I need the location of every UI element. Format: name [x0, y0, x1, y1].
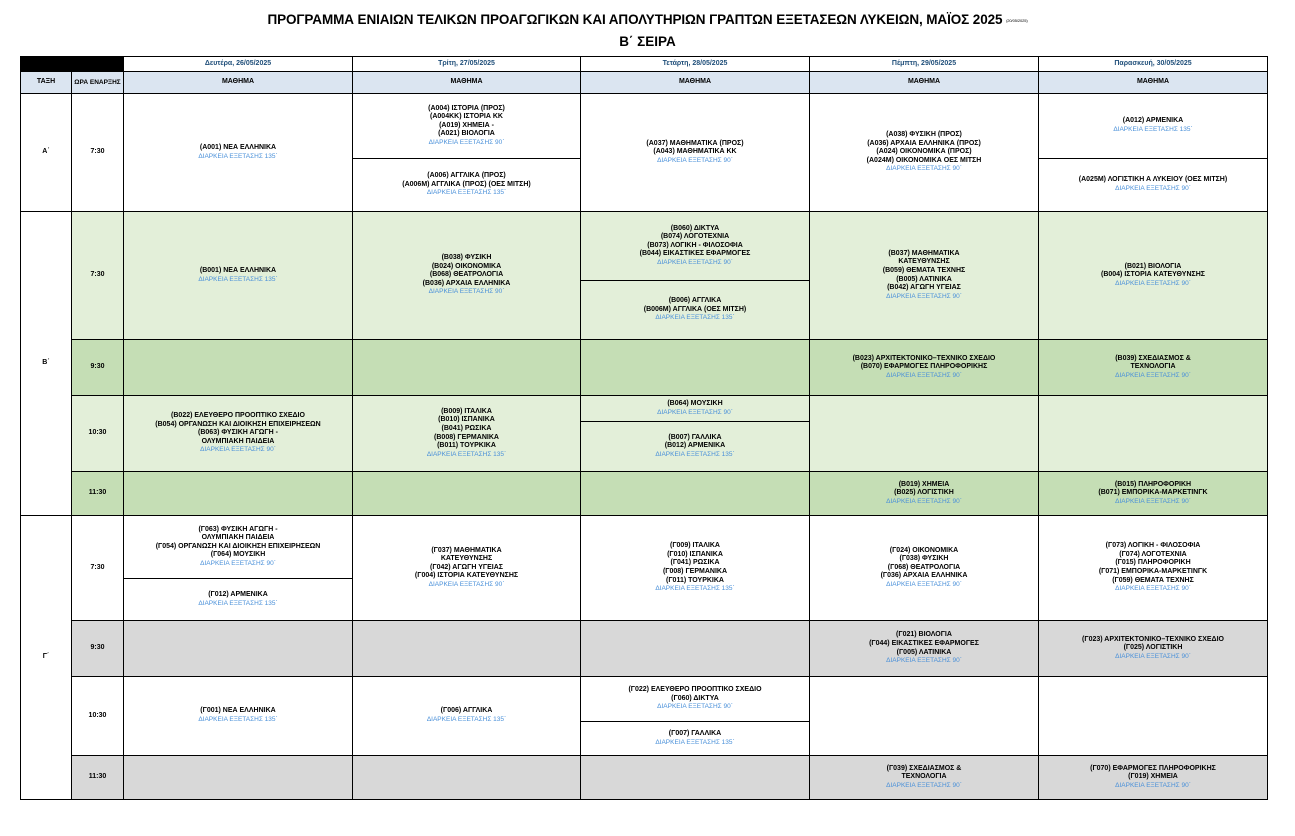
- exam-slot: [581, 721, 809, 755]
- exam-duration: ΔΙΑΡΚΕΙΑ ΕΞΕΤΑΣΗΣ 90΄: [657, 258, 733, 266]
- header-corner: [21, 57, 124, 72]
- exam-duration: ΔΙΑΡΚΕΙΑ ΕΞΕΤΑΣΗΣ 90΄: [200, 446, 276, 454]
- exam-duration: ΔΙΑΡΚΕΙΑ ΕΞΕΤΑΣΗΣ 135΄: [198, 716, 278, 723]
- grade-a-row: [21, 94, 1268, 212]
- exam-duration: ΔΙΑΡΚΕΙΑ ΕΞΕΤΑΣΗΣ 90΄: [657, 156, 733, 164]
- exam-duration: ΔΙΑΡΚΕΙΑ ΕΞΕΤΑΣΗΣ 90΄: [886, 497, 962, 505]
- title-note: (20/05/2025): [1006, 17, 1028, 23]
- subject-line: (Α025Μ) ΛΟΓΙΣΤΙΚΗ Α ΛΥΚΕΙΟΥ (ΟΕΣ ΜΙΤΣΗ): [1078, 176, 1228, 184]
- start-time: 10:30: [72, 677, 124, 756]
- start-time: 7:30: [72, 516, 124, 621]
- subject-line: (Γ011) ΤΟΥΡΚΙΚΑ: [666, 576, 724, 584]
- exam-duration: ΔΙΑΡΚΕΙΑ ΕΞΕΤΑΣΗΣ 90΄: [1115, 185, 1191, 192]
- exam-slot: [353, 158, 580, 211]
- subject-line: (Β015) ΠΛΗΡΟΦΟΡΙΚΗ: [1114, 480, 1192, 488]
- subject-line: (Β004) ΙΣΤΟΡΙΑ ΚΑΤΕΥΘΥΝΣΗΣ: [1100, 271, 1205, 279]
- exam-duration: ΔΙΑΡΚΕΙΑ ΕΞΕΤΑΣΗΣ 135΄: [655, 585, 735, 593]
- exam-duration: ΔΙΑΡΚΕΙΑ ΕΞΕΤΑΣΗΣ 90΄: [886, 292, 962, 300]
- subject-line: (Β009) ΙΤΑΛΙΚΑ: [441, 407, 492, 415]
- exam-cell: [810, 621, 1039, 677]
- exam-cell-empty: [1039, 396, 1268, 472]
- subject-line: (Γ068) ΘΕΑΤΡΟΛΟΓΙΑ: [887, 563, 961, 571]
- grade-g-row: [21, 677, 1268, 756]
- exam-duration: ΔΙΑΡΚΕΙΑ ΕΞΕΤΑΣΗΣ 90΄: [886, 580, 962, 588]
- subject-line: ΤΕΧΝΟΛΟΓΙΑ: [1130, 363, 1176, 371]
- exam-cell-empty: [124, 472, 353, 516]
- subject-line: (Γ004) ΙΣΤΟΡΙΑ ΚΑΤΕΥΘΥΝΣΗΣ: [414, 572, 519, 580]
- exam-cell: [353, 396, 581, 472]
- exam-duration: ΔΙΑΡΚΕΙΑ ΕΞΕΤΑΣΗΣ 90΄: [1115, 652, 1191, 660]
- day-header: Τρίτη, 27/05/2025: [353, 57, 581, 72]
- exam-duration: ΔΙΑΡΚΕΙΑ ΕΞΕΤΑΣΗΣ 90΄: [1115, 585, 1191, 593]
- subject-column-header: ΜΑΘΗΜΑ: [353, 72, 581, 94]
- exam-cell-split: [124, 516, 353, 621]
- exam-cell: [124, 94, 353, 212]
- exam-schedule-table: [20, 56, 1268, 800]
- subject-line: ΚΑΤΕΥΘΥΝΣΗΣ: [440, 555, 493, 563]
- exam-duration: ΔΙΑΡΚΕΙΑ ΕΞΕΤΑΣΗΣ 90΄: [428, 138, 505, 146]
- subject-line: (Α024) ΟΙΚΟΝΟΜΙΚΑ (ΠΡΟΣ): [876, 148, 972, 156]
- subject-line: (Β068) ΘΕΑΤΡΟΛΟΓΙΑ: [429, 271, 504, 279]
- subject-line: (Α012) ΑΡΜΕΝΙΚΑ: [1122, 117, 1184, 125]
- exam-duration: ΔΙΑΡΚΕΙΑ ΕΞΕΤΑΣΗΣ 135΄: [198, 152, 278, 160]
- subject-line: (Α004) ΙΣΤΟΡΙΑ (ΠΡΟΣ): [428, 104, 505, 112]
- subject-line: (Γ012) ΑΡΜΕΝΙΚΑ: [208, 590, 268, 598]
- subject-line: (Β054) ΟΡΓΑΝΩΣΗ ΚΑΙ ΔΙΟΙΚΗΣΗ ΕΠΙΧΕΙΡΗΣΕΩΝ: [155, 420, 321, 428]
- grade-b-row: [21, 340, 1268, 396]
- subject-line: (Β022) ΕΛΕΥΘΕΡΟ ΠΡΟΟΠΤΙΚΟ ΣΧΕΔΙΟ: [171, 412, 305, 420]
- subject-line: (Γ042) ΑΓΩΓΗ ΥΓΕΙΑΣ: [430, 563, 503, 571]
- start-time: 11:30: [72, 472, 124, 516]
- subject-line: (Β037) ΜΑΘΗΜΑΤΙΚΑ: [888, 249, 960, 257]
- subject-line: (Γ071) ΕΜΠΟΡΙΚΑ-ΜΑΡΚΕΤΙΝΓΚ: [1098, 568, 1208, 575]
- subject-line: (Γ021) ΒΙΟΛΟΓΙΑ: [896, 631, 952, 639]
- subject-line: (Α006) ΑΓΓΛΙΚΑ (ΠΡΟΣ): [427, 172, 506, 180]
- subject-line: ΤΕΧΝΟΛΟΓΙΑ: [901, 773, 947, 781]
- exam-cell: [353, 516, 581, 621]
- exam-duration: ΔΙΑΡΚΕΙΑ ΕΞΕΤΑΣΗΣ 90΄: [886, 371, 962, 379]
- grade-label: Γ΄: [21, 516, 72, 800]
- exam-duration: ΔΙΑΡΚΕΙΑ ΕΞΕΤΑΣΗΣ 90΄: [657, 408, 733, 416]
- day-header: Δευτέρα, 26/05/2025: [124, 57, 353, 72]
- subject-line: (Β023) ΑΡΧΙΤΕΚΤΟΝΙΚΟ–ΤΕΧΝΙΚΟ ΣΧΕΔΙΟ: [852, 354, 996, 362]
- subject-line: (Α024Μ) ΟΙΚΟΝΟΜΙΚΑ ΟΕΣ ΜΙΤΣΗ: [866, 156, 982, 164]
- subject-line: (Γ037) ΜΑΘΗΜΑΤΙΚΑ: [431, 546, 502, 554]
- exam-slot: [1039, 94, 1267, 158]
- exam-cell: [353, 677, 581, 756]
- exam-slot: [353, 94, 580, 158]
- grade-b-row: [21, 396, 1268, 472]
- exam-slot: [581, 677, 809, 721]
- subject-line: (Γ036) ΑΡΧΑΙΑ ΕΛΛΗΝΙΚΑ: [880, 572, 968, 580]
- exam-cell: [1039, 756, 1268, 800]
- subject-line: (Β024) ΟΙΚΟΝΟΜΙΚΑ: [431, 262, 502, 270]
- grade-label: Β΄: [21, 212, 72, 516]
- subject-line: (Γ023) ΑΡΧΙΤΕΚΤΟΝΙΚΟ–ΤΕΧΝΙΚΟ ΣΧΕΔΙΟ: [1082, 635, 1224, 643]
- subject-line: (Γ015) ΠΛΗΡΟΦΟΡΙΚΗ: [1115, 559, 1191, 567]
- exam-cell-empty: [124, 621, 353, 677]
- subject-line: (Γ024) ΟΙΚΟΝΟΜΙΚΑ: [889, 546, 959, 554]
- day-header: Παρασκευή, 30/05/2025: [1039, 57, 1268, 72]
- exam-duration: ΔΙΑΡΚΕΙΑ ΕΞΕΤΑΣΗΣ 90΄: [428, 580, 505, 588]
- subject-line: ΟΛΥΜΠΙΑΚΗ ΠΑΙΔΕΙΑ: [201, 534, 275, 542]
- exam-duration: ΔΙΑΡΚΕΙΑ ΕΞΕΤΑΣΗΣ 135΄: [655, 314, 735, 322]
- start-time: 9:30: [72, 340, 124, 396]
- exam-cell-empty: [124, 756, 353, 800]
- exam-cell: [353, 212, 581, 340]
- exam-cell: [1039, 472, 1268, 516]
- start-time: 7:30: [72, 212, 124, 340]
- subject-line: (Γ005) ΛΑΤΙΝΙΚΑ: [896, 648, 952, 656]
- subject-line: (Γ073) ΛΟΓΙΚΗ - ΦΙΛΟΣΟΦΙΑ: [1105, 542, 1201, 550]
- exam-cell-empty: [353, 756, 581, 800]
- grade-b-row: [21, 472, 1268, 516]
- subject-line: (Β011) ΤΟΥΡΚΙΚΑ: [437, 442, 496, 450]
- exam-cell-empty: [1039, 677, 1268, 756]
- exam-cell: [1039, 340, 1268, 396]
- subject-line: (Β008) ΓΕΡΜΑΝΙΚΑ: [434, 433, 499, 441]
- exam-cell: [810, 340, 1039, 396]
- grade-g-row: [21, 621, 1268, 677]
- exam-duration: ΔΙΑΡΚΕΙΑ ΕΞΕΤΑΣΗΣ 135΄: [426, 189, 507, 197]
- subject-line: (Γ070) ΕΦΑΡΜΟΓΕΣ ΠΛΗΡΟΦΟΡΙΚΗΣ: [1090, 764, 1216, 772]
- document-title: ΠΡΟΓΡΑΜΜΑ ΕΝΙΑΙΩΝ ΤΕΛΙΚΩΝ ΠΡΟΑΓΩΓΙΚΩΝ ΚΑΙ ΑΠΟΛΥΤΗΡΙΩΝ ΓΡΑΠΤΩΝ ΕΞΕΤΑΣΕΩΝ ΛΥΚΕΙΩΝ, ΜΑΪΟΣ 2025 (20/05/2025): [267, 12, 1028, 27]
- grade-b-row: [21, 212, 1268, 340]
- subject-line: (Β012) ΑΡΜΕΝΙΚΑ: [664, 442, 726, 450]
- subject-line: (Γ007) ΓΑΛΛΙΚΑ: [668, 729, 722, 737]
- exam-cell-empty: [353, 340, 581, 396]
- class-column-header: ΤΑΞΗ: [21, 72, 72, 94]
- subject-line: (Β038) ΦΥΣΙΚΗ: [441, 254, 492, 262]
- subject-line: (Γ054) ΟΡΓΑΝΩΣΗ ΚΑΙ ΔΙΟΙΚΗΣΗ ΕΠΙΧΕΙΡΗΣΕΩΝ: [155, 542, 321, 550]
- exam-cell: [124, 677, 353, 756]
- subject-line: (Β039) ΣΧΕΔΙΑΣΜΟΣ &: [1115, 354, 1191, 362]
- exam-duration: ΔΙΑΡΚΕΙΑ ΕΞΕΤΑΣΗΣ 90΄: [657, 703, 733, 711]
- series-title: Β΄ ΣΕΙΡΑ: [619, 34, 676, 49]
- exam-cell-split: [353, 94, 581, 212]
- subject-line: (Β073) ΛΟΓΙΚΗ - ΦΙΛΟΣΟΦΙΑ: [647, 241, 743, 249]
- exam-duration: ΔΙΑΡΚΕΙΑ ΕΞΕΤΑΣΗΣ 90΄: [886, 657, 962, 665]
- subject-line: (Γ009) ΙΤΑΛΙΚΑ: [670, 542, 720, 550]
- grade-g-row: [21, 516, 1268, 621]
- exam-cell: [810, 756, 1039, 800]
- exam-cell-empty: [581, 756, 810, 800]
- subject-line: (Α006Μ) ΑΓΓΛΙΚΑ (ΠΡΟΣ) (ΟΕΣ ΜΙΤΣΗ): [402, 180, 531, 188]
- column-header-row: [21, 72, 1268, 94]
- start-time: 9:30: [72, 621, 124, 677]
- subject-line: (Β025) ΛΟΓΙΣΤΙΚΗ: [894, 489, 954, 497]
- subject-line: (Γ038) ΦΥΣΙΚΗ: [899, 555, 949, 563]
- subject-line: (Β064) ΜΟΥΣΙΚΗ: [667, 399, 723, 407]
- day-header: Τετάρτη, 28/05/2025: [581, 57, 810, 72]
- exam-cell-split: [581, 677, 810, 756]
- subject-line: (Α019) ΧΗΜΕΙΑ -: [439, 121, 494, 129]
- exam-duration: ΔΙΑΡΚΕΙΑ ΕΞΕΤΑΣΗΣ 90΄: [1115, 279, 1191, 287]
- exam-cell: [1039, 212, 1268, 340]
- subject-line: (Β042) ΑΓΩΓΗ ΥΓΕΙΑΣ: [887, 284, 961, 292]
- grade-label: Α΄: [21, 94, 72, 212]
- subject-column-header: ΜΑΘΗΜΑ: [1039, 72, 1268, 94]
- subject-line: (Β005) ΛΑΤΙΝΙΚΑ: [896, 275, 952, 283]
- subject-column-header: ΜΑΘΗΜΑ: [581, 72, 810, 94]
- exam-cell-empty: [353, 472, 581, 516]
- exam-cell: [581, 516, 810, 621]
- subject-line: (Γ059) ΘΕΜΑΤΑ ΤΕΧΝΗΣ: [1112, 576, 1194, 584]
- subject-line: (Γ006) ΑΓΓΛΙΚΑ: [440, 707, 493, 715]
- exam-duration: ΔΙΑΡΚΕΙΑ ΕΞΕΤΑΣΗΣ 135΄: [198, 275, 278, 283]
- exam-cell: [124, 396, 353, 472]
- subject-line: (Β001) ΝΕΑ ΕΛΛΗΝΙΚΑ: [199, 266, 277, 274]
- exam-slot: [124, 516, 352, 578]
- exam-cell-split: [581, 212, 810, 340]
- subject-line: (Α038) ΦΥΣΙΚΗ (ΠΡΟΣ): [886, 131, 962, 139]
- subject-line: (Β060) ΔΙΚΤΥΑ: [670, 224, 720, 232]
- subject-line: (Γ001) ΝΕΑ ΕΛΛΗΝΙΚΑ: [200, 707, 276, 715]
- subject-line: (Γ063) ΦΥΣΙΚΗ ΑΓΩΓΗ -: [198, 525, 278, 533]
- exam-cell: [1039, 516, 1268, 621]
- exam-slot: [124, 578, 352, 620]
- subject-column-header: ΜΑΘΗΜΑ: [124, 72, 353, 94]
- exam-duration: ΔΙΑΡΚΕΙΑ ΕΞΕΤΑΣΗΣ 135΄: [426, 716, 507, 723]
- subject-line: (Γ008) ΓΕΡΜΑΝΙΚΑ: [662, 568, 728, 575]
- subject-line: (Γ044) ΕΙΚΑΣΤΙΚΕΣ ΕΦΑΡΜΟΓΕΣ: [869, 639, 979, 647]
- exam-cell-empty: [124, 340, 353, 396]
- exam-cell-split: [1039, 94, 1268, 212]
- subject-line: (Γ022) ΕΛΕΥΘΕΡΟ ΠΡΟΟΠΤΙΚΟ ΣΧΕΔΙΟ: [628, 686, 762, 694]
- subject-line: (Β006Μ) ΑΓΓΛΙΚΑ (ΟΕΣ ΜΙΤΣΗ): [643, 305, 747, 313]
- exam-cell-empty: [581, 472, 810, 516]
- exam-duration: ΔΙΑΡΚΕΙΑ ΕΞΕΤΑΣΗΣ 135΄: [1113, 126, 1193, 133]
- exam-cell-empty: [581, 621, 810, 677]
- subject-line: (Β071) ΕΜΠΟΡΙΚΑ-ΜΑΡΚΕΤΙΝΓΚ: [1098, 489, 1208, 497]
- exam-duration: ΔΙΑΡΚΕΙΑ ΕΞΕΤΑΣΗΣ 135΄: [198, 599, 278, 607]
- exam-cell: [810, 472, 1039, 516]
- subject-line: (Γ060) ΔΙΚΤΥΑ: [671, 694, 719, 702]
- exam-cell: [1039, 621, 1268, 677]
- exam-slot: [581, 280, 809, 339]
- subject-line: (Β021) ΒΙΟΛΟΓΙΑ: [1124, 262, 1182, 270]
- exam-cell-empty: [581, 340, 810, 396]
- exam-slot: [581, 421, 809, 471]
- subject-line: (Γ041) ΡΩΣΙΚΑ: [670, 559, 720, 567]
- exam-slot: [1039, 158, 1267, 211]
- subject-line: ΟΛΥΜΠΙΑΚΗ ΠΑΙΔΕΙΑ: [201, 437, 275, 445]
- subject-column-header: ΜΑΘΗΜΑ: [810, 72, 1039, 94]
- subject-line: (Β007) ΓΑΛΛΙΚΑ: [668, 433, 722, 441]
- subject-line: (Β059) ΘΕΜΑΤΑ ΤΕΧΝΗΣ: [882, 266, 966, 274]
- exam-cell-empty: [810, 396, 1039, 472]
- subject-line: (Α043) ΜΑΘΗΜΑΤΙΚΑ ΚΚ: [653, 148, 737, 156]
- exam-duration: ΔΙΑΡΚΕΙΑ ΕΞΕΤΑΣΗΣ 90΄: [1115, 371, 1191, 379]
- exam-duration: ΔΙΑΡΚΕΙΑ ΕΞΕΤΑΣΗΣ 135΄: [655, 450, 735, 458]
- subject-line: (Γ019) ΧΗΜΕΙΑ: [1128, 773, 1178, 781]
- subject-line: (Γ064) ΜΟΥΣΙΚΗ: [210, 551, 266, 559]
- subject-line: (Α021) ΒΙΟΛΟΓΙΑ: [438, 130, 495, 138]
- day-header: Πέμπτη, 29/05/2025: [810, 57, 1039, 72]
- exam-duration: ΔΙΑΡΚΕΙΑ ΕΞΕΤΑΣΗΣ 135΄: [655, 738, 735, 746]
- exam-cell: [810, 516, 1039, 621]
- exam-duration: ΔΙΑΡΚΕΙΑ ΕΞΕΤΑΣΗΣ 90΄: [1115, 497, 1191, 505]
- exam-cell-split: [581, 396, 810, 472]
- subject-line: (Α004ΚΚ) ΙΣΤΟΡΙΑ ΚΚ: [430, 113, 503, 121]
- subject-line: (Β006) ΑΓΓΛΙΚΑ: [668, 297, 722, 305]
- subject-line: (Α037) ΜΑΘΗΜΑΤΙΚΑ (ΠΡΟΣ): [646, 139, 744, 147]
- time-column-header: ΩΡΑ ΕΝΑΡΞΗΣ: [72, 72, 124, 94]
- grade-g-row: [21, 756, 1268, 800]
- exam-cell: [810, 94, 1039, 212]
- exam-cell: [810, 212, 1039, 340]
- exam-duration: ΔΙΑΡΚΕΙΑ ΕΞΕΤΑΣΗΣ 90΄: [886, 781, 962, 789]
- subject-line: (Β063) ΦΥΣΙΚΗ ΑΓΩΓΗ -: [198, 429, 278, 437]
- exam-cell-empty: [810, 677, 1039, 756]
- exam-duration: ΔΙΑΡΚΕΙΑ ΕΞΕΤΑΣΗΣ 90΄: [886, 165, 962, 173]
- subject-line: (Α001) ΝΕΑ ΕΛΛΗΝΙΚΑ: [199, 143, 277, 151]
- start-time: 7:30: [72, 94, 124, 212]
- days-row: [21, 57, 1268, 72]
- exam-duration: ΔΙΑΡΚΕΙΑ ΕΞΕΤΑΣΗΣ 90΄: [200, 559, 276, 567]
- subject-line: (Γ025) ΛΟΓΙΣΤΙΚΗ: [1123, 644, 1183, 652]
- subject-line: (Γ010) ΙΣΠΑΝΙΚΑ: [667, 550, 723, 558]
- start-time: 10:30: [72, 396, 124, 472]
- exam-cell-empty: [353, 621, 581, 677]
- exam-cell: [124, 212, 353, 340]
- subject-line: (Β070) ΕΦΑΡΜΟΓΕΣ ΠΛΗΡΟΦΟΡΙΚΗΣ: [860, 363, 988, 371]
- exam-duration: ΔΙΑΡΚΕΙΑ ΕΞΕΤΑΣΗΣ 90΄: [1115, 781, 1191, 789]
- exam-cell: [581, 94, 810, 212]
- subject-line: (Β074) ΛΟΓΟΤΕΧΝΙΑ: [660, 233, 730, 241]
- exam-duration: ΔΙΑΡΚΕΙΑ ΕΞΕΤΑΣΗΣ 90΄: [428, 288, 505, 296]
- subject-line: (Γ074) ΛΟΓΟΤΕΧΝΙΑ: [1119, 550, 1187, 558]
- start-time: 11:30: [72, 756, 124, 800]
- subject-line: (Β010) ΙΣΠΑΝΙΚΑ: [438, 416, 495, 424]
- subject-line: (Β041) ΡΩΣΙΚΑ: [441, 424, 492, 432]
- subject-line: (Γ039) ΣΧΕΔΙΑΣΜΟΣ &: [886, 764, 962, 772]
- exam-slot: [581, 396, 809, 421]
- exam-duration: ΔΙΑΡΚΕΙΑ ΕΞΕΤΑΣΗΣ 135΄: [426, 450, 507, 458]
- subject-line: (Β036) ΑΡΧΑΙΑ ΕΛΛΗΝΙΚΑ: [422, 279, 511, 287]
- subject-line: ΚΑΤΕΥΘΥΝΣΗΣ: [898, 258, 950, 266]
- subject-line: (Β044) ΕΙΚΑΣΤΙΚΕΣ ΕΦΑΡΜΟΓΕΣ: [639, 250, 751, 258]
- subject-line: (Β019) ΧΗΜΕΙΑ: [898, 480, 950, 488]
- exam-slot: [581, 212, 809, 280]
- subject-line: (Α036) ΑΡΧΑΙΑ ΕΛΛΗΝΙΚΑ (ΠΡΟΣ): [867, 139, 981, 147]
